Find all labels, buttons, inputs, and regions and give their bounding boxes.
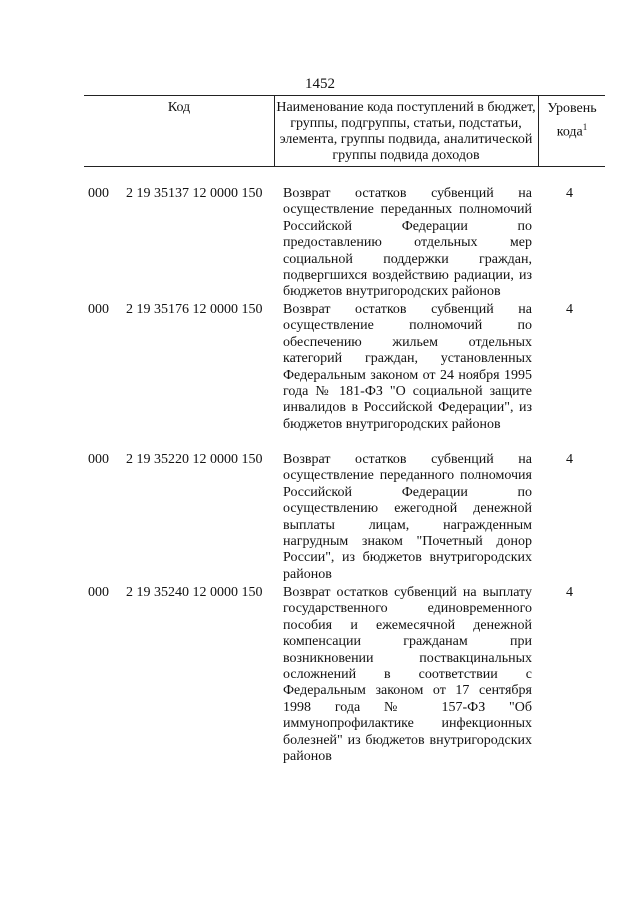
row-description: Возврат остатков субвенций на осуществление переданных полномочий Российской Федерации по предоставлению отдельных мер социальной поддержки граждан, подвергшихся воздействию радиации, из бюджетов внутригородских районов — [283, 186, 532, 300]
page-number: 1452 — [305, 76, 335, 92]
header-level-label: Уровень кода — [547, 101, 597, 140]
header-level-footnote: 1 — [582, 122, 588, 132]
header-level — [539, 100, 605, 142]
row-description: Возврат остатков субвенций на осуществление полномочий по обеспечению жильем отдельных категорий граждан, установленных Федеральным законом от 24 ноября 1995 года № 181-ФЗ "О социальной защите инвалидов в Российской Федерации", из бюджетов внутригородских районов — [283, 302, 532, 432]
column-divider — [274, 96, 275, 166]
table-header — [84, 95, 605, 167]
row-kbk-code: 2 19 35137 12 0000 150 — [126, 186, 263, 201]
row-group-code: 000 — [88, 302, 109, 317]
row-description: Возврат остатков субвенций на осуществление переданного полномочия Российской Федерации по осуществлению ежегодной денежной выплаты лицам, награжденным нагрудным знаком "Почетный донор России", из бюджетов внутригородских районов — [283, 452, 532, 582]
row-level: 4 — [566, 302, 573, 317]
row-description: Возврат остатков субвенций на выплату государственного единовременного пособия и ежемесячной денежной компенсации гражданам при возникновении поствакцинальных осложнений в соответствии с Федеральным законом от 17 сентября 1998 года № 157-ФЗ "Об иммунопрофилактике инфекционных болезней" из бюджетов внутригородских районов — [283, 585, 532, 765]
row-kbk-code: 2 19 35240 12 0000 150 — [126, 585, 263, 600]
row-group-code: 000 — [88, 186, 109, 201]
row-kbk-code: 2 19 35176 12 0000 150 — [126, 302, 263, 317]
row-level: 4 — [566, 186, 573, 201]
header-code: Код — [167, 100, 191, 115]
row-level: 4 — [566, 585, 573, 600]
row-group-code: 000 — [88, 452, 109, 467]
row-level: 4 — [566, 452, 573, 467]
row-group-code: 000 — [88, 585, 109, 600]
row-kbk-code: 2 19 35220 12 0000 150 — [126, 452, 263, 467]
header-name: Наименование кода поступлений в бюджет, группы, подгруппы, статьи, подстатьи, элемента, группы подвида, аналитической группы подвида доходов — [276, 100, 536, 163]
